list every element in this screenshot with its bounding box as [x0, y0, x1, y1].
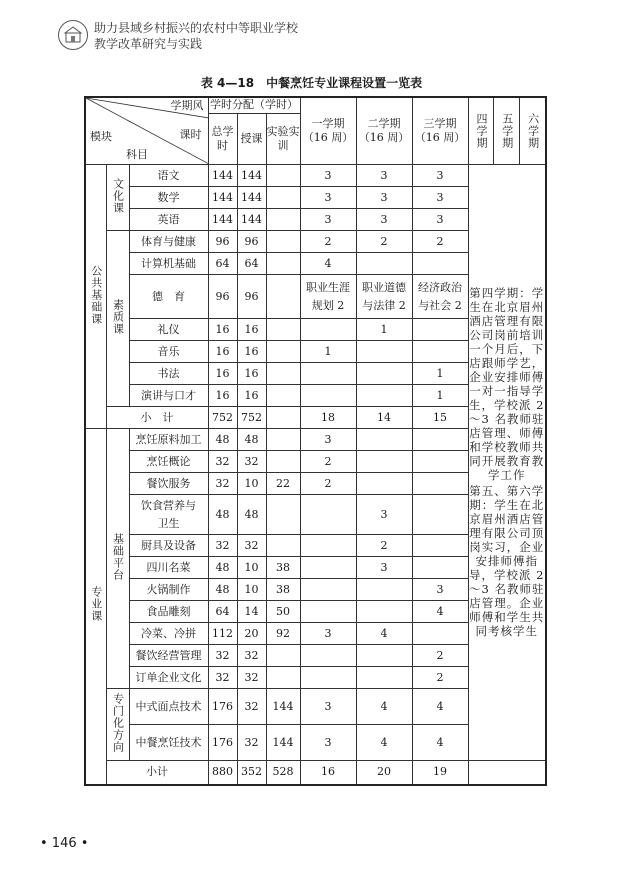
header-line-2: 教学改革研究与实践 [94, 37, 203, 51]
total-hours: 48 [208, 557, 237, 579]
subtotal-label: 小 计 [106, 407, 208, 429]
sem1-hours: 4 [300, 253, 356, 275]
sem3-hours [412, 535, 468, 557]
sem3-hours [412, 429, 468, 451]
lecture-hours: 32 [237, 725, 266, 761]
lecture-hours: 10 [237, 557, 266, 579]
header-line-1: 助力县域乡村振兴的农村中等职业学校 [94, 21, 299, 35]
lecture-hours: 16 [237, 363, 266, 385]
lab-hours [266, 535, 300, 557]
sem3-hours: 1 [412, 385, 468, 407]
lab-hours: 92 [266, 623, 300, 645]
lab-hours: 528 [266, 761, 300, 785]
course-name: 餐饮经营管理 [129, 645, 208, 667]
total-hours: 64 [208, 601, 237, 623]
course-name: 餐饮服务 [129, 473, 208, 495]
course-name: 冷菜、冷拼 [129, 623, 208, 645]
lab-hours [266, 165, 300, 187]
lab-hours [266, 231, 300, 253]
sem1-hours: 1 [300, 341, 356, 363]
course-name: 数学 [129, 187, 208, 209]
total-hours: 32 [208, 535, 237, 557]
lab-hours: 22 [266, 473, 300, 495]
sem2-hours: 职业道德与法律 2 [356, 275, 412, 319]
lecture-hours: 10 [237, 579, 266, 601]
sem3-hours: 3 [412, 579, 468, 601]
total-hours: 176 [208, 725, 237, 761]
sem1-hours [300, 601, 356, 623]
group-culture: 文化课 [106, 165, 129, 231]
lecture-hours: 352 [237, 761, 266, 785]
total-hours: 880 [208, 761, 237, 785]
lecture-hours: 32 [237, 689, 266, 725]
sem2-hours: 3 [356, 557, 412, 579]
sem3-hours: 2 [412, 231, 468, 253]
course-name: 四川名菜 [129, 557, 208, 579]
sem3-hours [412, 451, 468, 473]
sem1-hours: 3 [300, 689, 356, 725]
sem2-hours: 2 [356, 231, 412, 253]
subtotal-label: 小计 [106, 761, 208, 785]
lab-hours: 38 [266, 579, 300, 601]
lab-hours [266, 209, 300, 231]
lecture-hours: 16 [237, 319, 266, 341]
sem1-hours [300, 385, 356, 407]
sem3-hours: 4 [412, 725, 468, 761]
lab-hours [266, 407, 300, 429]
course-name: 饮食营养与卫生 [129, 495, 208, 535]
diag-label-semester: 学期风 [170, 99, 204, 112]
sem1-hours [300, 495, 356, 535]
lecture-hours: 16 [237, 341, 266, 363]
total-hours-header: 总学时 [208, 113, 237, 165]
internship-note [468, 165, 546, 761]
sem2-hours: 14 [356, 407, 412, 429]
diag-label-subject: 科目 [126, 148, 148, 161]
lab-header: 实验实训 [266, 113, 300, 165]
sem2-hours: 1 [356, 319, 412, 341]
lecture-hours: 20 [237, 623, 266, 645]
lecture-hours: 96 [237, 275, 266, 319]
sem2-hours [356, 341, 412, 363]
sem3-hours [412, 341, 468, 363]
lab-hours [266, 429, 300, 451]
total-hours: 32 [208, 667, 237, 689]
lecture-hours: 752 [237, 407, 266, 429]
lab-hours [266, 341, 300, 363]
course-name: 德 育 [129, 275, 208, 319]
sem2-hours [356, 645, 412, 667]
sem1-hours: 3 [300, 725, 356, 761]
sem2-hours: 3 [356, 187, 412, 209]
lab-hours: 144 [266, 725, 300, 761]
sem1-hours [300, 535, 356, 557]
page-number: • 146 • [40, 836, 89, 851]
sem2-hours: 3 [356, 495, 412, 535]
course-name: 中式面点技术 [129, 689, 208, 725]
lab-hours [266, 187, 300, 209]
group-specialized: 专门化方向 [106, 689, 129, 761]
lecture-header: 授课 [237, 113, 266, 165]
total-hours: 16 [208, 319, 237, 341]
sem3-hours: 3 [412, 165, 468, 187]
lab-hours [266, 253, 300, 275]
note-semester-5-6: 第五、第六学期：学生在北京眉州酒店管理有限公司顶岗实习，企业安排师傅指导，学校派 2～3 名教师驻店管理。企业师傅和学生共同考核学生 [469, 483, 545, 638]
sem1-hours: 16 [300, 761, 356, 785]
sem3-hours: 3 [412, 187, 468, 209]
sem3-hours: 15 [412, 407, 468, 429]
course-name: 厨具及设备 [129, 535, 208, 557]
total-hours: 112 [208, 623, 237, 645]
course-name: 订单企业文化 [129, 667, 208, 689]
school-logo-icon [58, 20, 88, 50]
total-hours: 752 [208, 407, 237, 429]
sem2-hours [356, 385, 412, 407]
course-table [84, 96, 547, 786]
sem2-hours: 3 [356, 209, 412, 231]
total-hours: 64 [208, 253, 237, 275]
lecture-hours: 144 [237, 209, 266, 231]
sem3-hours: 2 [412, 667, 468, 689]
course-name: 食品雕刻 [129, 601, 208, 623]
sem5-header: 五学期 [500, 113, 514, 149]
total-hours: 144 [208, 187, 237, 209]
group-platform: 基础平台 [106, 429, 129, 689]
total-hours: 16 [208, 341, 237, 363]
sem3-hours [412, 473, 468, 495]
sem2-hours [356, 253, 412, 275]
lab-hours [266, 363, 300, 385]
total-hours: 96 [208, 275, 237, 319]
total-hours: 32 [208, 451, 237, 473]
sem1-hours: 3 [300, 429, 356, 451]
course-name: 烹饪概论 [129, 451, 208, 473]
lecture-hours: 64 [237, 253, 266, 275]
course-name: 书法 [129, 363, 208, 385]
course-name: 英语 [129, 209, 208, 231]
course-name: 演讲与口才 [129, 385, 208, 407]
sem2-hours [356, 429, 412, 451]
lecture-hours: 32 [237, 535, 266, 557]
lab-hours [266, 319, 300, 341]
sem3-hours [412, 557, 468, 579]
course-name: 计算机基础 [129, 253, 208, 275]
sem1-hours: 2 [300, 473, 356, 495]
total-hours: 32 [208, 645, 237, 667]
lab-hours [266, 385, 300, 407]
sem3-hours: 1 [412, 363, 468, 385]
total-hours: 16 [208, 385, 237, 407]
sem2-hours [356, 473, 412, 495]
course-name: 礼仪 [129, 319, 208, 341]
total-hours: 48 [208, 495, 237, 535]
table-caption: 表 4—18 中餐烹饪专业课程设置一览表 [200, 76, 423, 90]
lecture-hours: 10 [237, 473, 266, 495]
sem3-hours: 4 [412, 601, 468, 623]
sem6-header: 六学期 [526, 113, 540, 149]
sem1-header: 一学期（16 周） [300, 97, 356, 165]
lab-hours [266, 275, 300, 319]
sem1-hours [300, 363, 356, 385]
sem1-hours [300, 645, 356, 667]
sem2-hours [356, 451, 412, 473]
sem1-hours [300, 579, 356, 601]
lecture-hours: 32 [237, 451, 266, 473]
course-name: 烹饪原料加工 [129, 429, 208, 451]
sem1-hours [300, 667, 356, 689]
sem4-header: 四学期 [474, 113, 488, 149]
sem3-hours: 3 [412, 209, 468, 231]
sem2-header: 二学期（16 周） [356, 97, 412, 165]
lecture-hours: 32 [237, 645, 266, 667]
lecture-hours: 144 [237, 165, 266, 187]
lecture-hours: 48 [237, 429, 266, 451]
sem2-hours: 20 [356, 761, 412, 785]
sem3-header: 三学期（16 周） [412, 97, 468, 165]
group-public: 公共基础课 [85, 165, 106, 429]
sem2-hours [356, 667, 412, 689]
diagonal-header-cell [85, 97, 208, 165]
lab-hours: 144 [266, 689, 300, 725]
lecture-hours: 16 [237, 385, 266, 407]
sem2-hours: 4 [356, 623, 412, 645]
hours-group-header: 学时分配（学时） [208, 97, 300, 113]
total-hours: 96 [208, 231, 237, 253]
sem3-hours [412, 495, 468, 535]
lecture-hours: 32 [237, 667, 266, 689]
lab-hours [266, 495, 300, 535]
note-semester-4: 第四学期：学生在北京眉州酒店管理有限公司岗前培训一个月后，下店跟师学艺，企业安排师傅一对一指导学生，学校派 2～3 名教师驻店管理、师傅和学校教师共同开展教育教学工作 [469, 285, 545, 482]
sem1-hours: 3 [300, 187, 356, 209]
sem3-hours: 4 [412, 689, 468, 725]
total-hours: 48 [208, 429, 237, 451]
group-quality: 素质课 [106, 231, 129, 407]
total-hours: 176 [208, 689, 237, 725]
course-name: 体育与健康 [129, 231, 208, 253]
sem3-hours [412, 623, 468, 645]
sem2-hours: 2 [356, 535, 412, 557]
lecture-hours: 96 [237, 231, 266, 253]
total-hours: 144 [208, 165, 237, 187]
lab-hours [266, 645, 300, 667]
sem1-hours: 职业生涯规划 2 [300, 275, 356, 319]
total-hours: 32 [208, 473, 237, 495]
sem3-hours [412, 319, 468, 341]
course-name: 音乐 [129, 341, 208, 363]
lab-hours: 38 [266, 557, 300, 579]
lecture-hours: 14 [237, 601, 266, 623]
total-hours: 16 [208, 363, 237, 385]
diag-label-hours: 课时 [179, 128, 202, 141]
sem1-hours [300, 557, 356, 579]
total-hours: 48 [208, 579, 237, 601]
sem3-hours [412, 253, 468, 275]
sem1-hours: 18 [300, 407, 356, 429]
diag-label-module: 模块 [90, 130, 112, 143]
sem1-hours: 2 [300, 231, 356, 253]
course-name: 中餐烹饪技术 [129, 725, 208, 761]
sem3-hours: 19 [412, 761, 468, 785]
lab-hours [266, 451, 300, 473]
sem2-hours [356, 579, 412, 601]
lecture-hours: 144 [237, 187, 266, 209]
sem2-hours: 4 [356, 725, 412, 761]
sem1-hours: 3 [300, 209, 356, 231]
sem1-hours: 3 [300, 623, 356, 645]
total-hours: 144 [208, 209, 237, 231]
course-name: 语文 [129, 165, 208, 187]
sem3-hours: 2 [412, 645, 468, 667]
lab-hours: 50 [266, 601, 300, 623]
sem1-hours: 3 [300, 165, 356, 187]
sem1-hours: 2 [300, 451, 356, 473]
course-name: 火锅制作 [129, 579, 208, 601]
sem456-header [468, 97, 546, 165]
sem2-hours: 4 [356, 689, 412, 725]
sem2-hours [356, 363, 412, 385]
lecture-hours: 48 [237, 495, 266, 535]
lab-hours [266, 667, 300, 689]
group-major: 专业课 [85, 429, 106, 785]
sem3-hours: 经济政治与社会 2 [412, 275, 468, 319]
sem2-hours [356, 601, 412, 623]
sem2-hours: 3 [356, 165, 412, 187]
sem1-hours [300, 319, 356, 341]
